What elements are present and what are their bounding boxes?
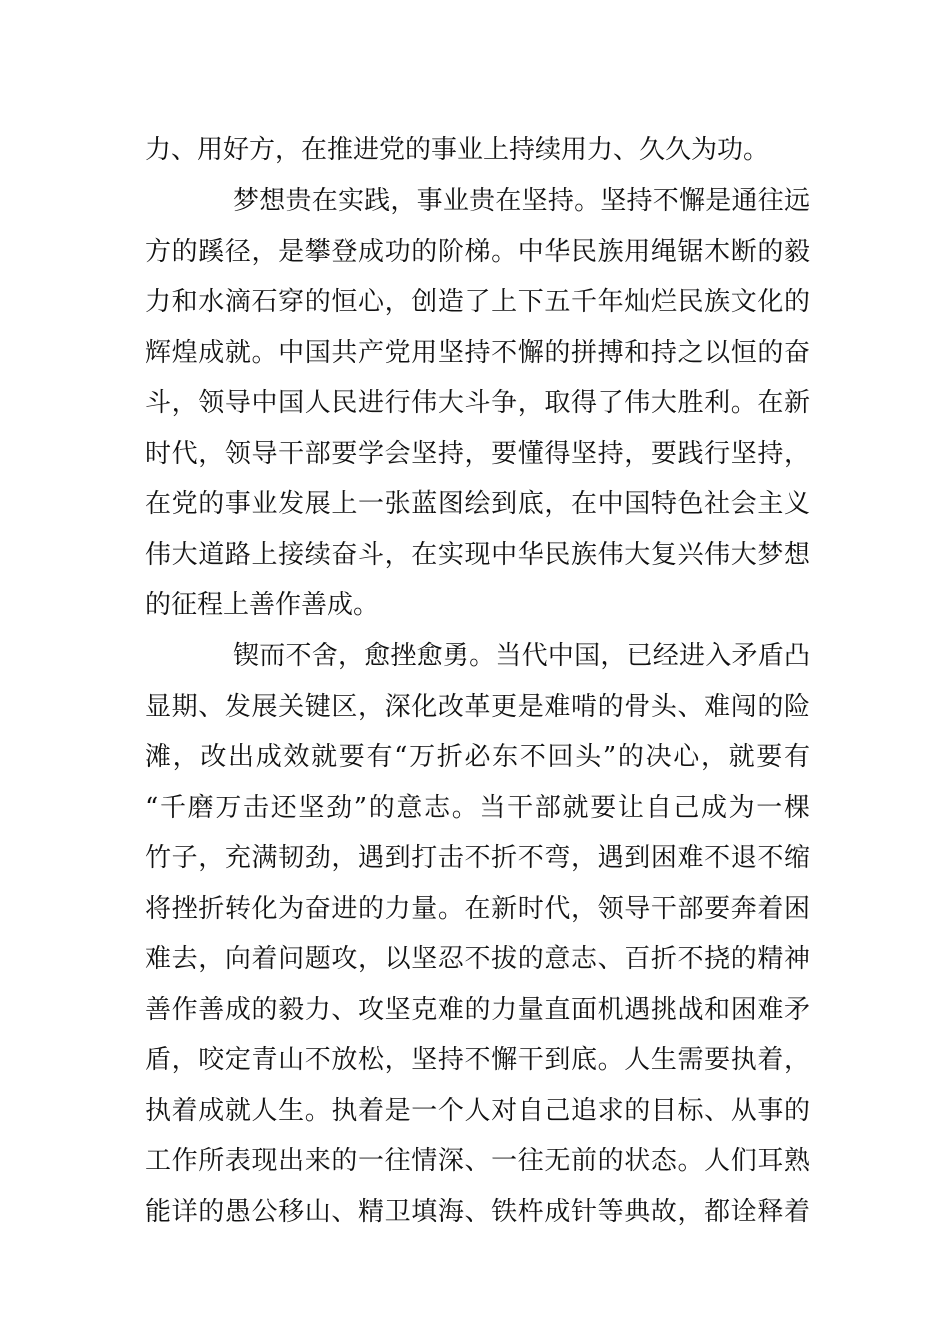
text-line-8: 在党的事业发展上一张蓝图绘到底，在中国特色社会主义 [145,489,810,519]
text-line-15: 竹子，充满韧劲，遇到打击不折不弯，遇到困难不退不缩 [145,843,810,873]
text-line-18: 善作善成的毅力、攻坚克难的力量直面机遇挑战和困难矛 [145,995,810,1025]
paragraph-3-first-line: 锲而不舍，愈挫愈勇。当代中国，已经进入矛盾凸 [233,641,810,671]
text-line-5: 辉煌成就。中国共产党用坚持不懈的拼搏和持之以恒的奋 [145,338,810,368]
text-line-22: 能详的愚公移山、精卫填海、铁杵成针等典故，都诠释着 [145,1197,810,1227]
paragraph-2-first-line: 梦想贵在实践，事业贵在坚持。坚持不懈是通往远 [233,186,810,216]
text-line-7: 时代，领导干部要学会坚持，要懂得坚持，要践行坚持， [145,439,810,469]
text-line-14: “千磨万击还坚劲”的意志。当干部就要让自己成为一棵 [145,793,810,823]
text-line-3: 方的蹊径，是攀登成功的阶梯。中华民族用绳锯木断的毅 [145,237,810,267]
text-line-21: 工作所表现出来的一往情深、一往无前的状态。人们耳熟 [145,1146,810,1176]
text-line-13: 滩，改出成效就要有“万折必东不回头”的决心，就要有 [145,742,810,772]
text-line-6: 斗，领导中国人民进行伟大斗争，取得了伟大胜利。在新 [145,388,810,418]
text-line-16: 将挫折转化为奋进的力量。在新时代，领导干部要奔着困 [145,894,810,924]
text-line-20: 执着成就人生。执着是一个人对自己追求的目标、从事的 [145,1096,810,1126]
text-line-19: 盾，咬定青山不放松，坚持不懈干到底。人生需要执着， [145,1045,810,1075]
text-line-10: 的征程上善作善成。 [145,590,380,620]
text-line-1: 力、用好方，在推进党的事业上持续用力、久久为功。 [145,135,770,165]
text-line-4: 力和水滴石穿的恒心，创造了上下五千年灿烂民族文化的 [145,287,810,317]
text-line-12: 显期、发展关键区，深化改革更是难啃的骨头、难闯的险 [145,692,810,722]
text-line-17: 难去，向着问题攻，以坚忍不拔的意志、百折不挠的精神 [145,944,810,974]
text-line-9: 伟大道路上接续奋斗，在实现中华民族伟大复兴伟大梦想 [145,540,810,570]
